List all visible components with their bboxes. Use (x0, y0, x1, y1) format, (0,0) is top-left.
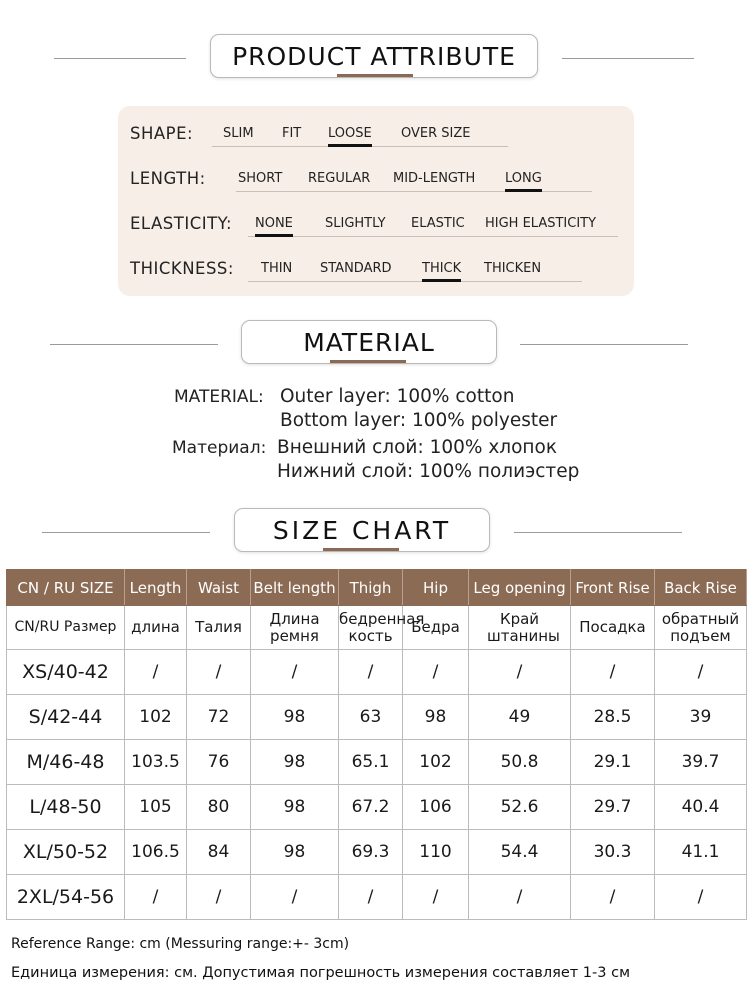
table-cell: 49 (469, 695, 571, 740)
attribute-row-length (130, 165, 630, 195)
attribute-option-selected: THICK (422, 261, 462, 276)
table-cell: 102 (125, 695, 187, 740)
column-header: Hip (403, 570, 469, 606)
attribute-option-selected: NONE (255, 216, 293, 231)
table-cell: 29.7 (571, 785, 655, 830)
attribute-option: REGULAR (308, 171, 371, 186)
table-cell: / (655, 875, 747, 920)
ru-header-cell: длина (125, 606, 187, 650)
table-cell: / (655, 650, 747, 695)
attribute-card (118, 106, 634, 296)
attribute-option: THICKEN (484, 261, 542, 276)
table-cell: 40.4 (655, 785, 747, 830)
table-cell: 103.5 (125, 740, 187, 785)
size-chart-table (6, 569, 747, 920)
column-header: Belt length (251, 570, 339, 606)
header-line-left (54, 58, 186, 59)
table-cell: 98 (251, 785, 339, 830)
table-cell: 65.1 (339, 740, 403, 785)
column-header: Length (125, 570, 187, 606)
table-cell: / (187, 875, 251, 920)
size-cell: M/46-48 (7, 740, 125, 785)
table-cell: 110 (403, 830, 469, 875)
attribute-option: THIN (261, 261, 293, 276)
column-header: CN / RU SIZE (7, 570, 125, 606)
material-outer-ru: Внешний слой: 100% хлопок (277, 437, 558, 458)
column-header: Waist (187, 570, 251, 606)
header-line-right (514, 532, 682, 533)
header-line-right (562, 58, 694, 59)
table-row (7, 650, 747, 695)
ru-header-cell: Талия (187, 606, 251, 650)
table-cell: 30.3 (571, 830, 655, 875)
attribute-option: ELASTIC (411, 216, 465, 231)
table-cell: / (251, 875, 339, 920)
table-cell: 67.2 (339, 785, 403, 830)
attribute-label: THICKNESS: (130, 259, 234, 278)
table-cell: / (187, 650, 251, 695)
ru-header-cell: CN/RU Размер (7, 606, 125, 650)
table-cell: / (125, 875, 187, 920)
material-title: MATERIAL (241, 320, 497, 364)
table-ru-header-row (7, 606, 747, 650)
attribute-option: SHORT (238, 171, 283, 186)
table-row (7, 785, 747, 830)
header-line-left (50, 344, 218, 345)
column-header: Thigh (339, 570, 403, 606)
ru-header-cell: Посадка (571, 606, 655, 650)
material-label-en: MATERIAL: (174, 387, 264, 407)
size-cell: XS/40-42 (7, 650, 125, 695)
attribute-option-selected: LOOSE (328, 126, 372, 141)
table-cell: 41.1 (655, 830, 747, 875)
attribute-option: OVER SIZE (401, 126, 471, 141)
attribute-label: LENGTH: (130, 169, 206, 188)
table-cell: / (339, 875, 403, 920)
table-cell: / (403, 650, 469, 695)
table-cell: 52.6 (469, 785, 571, 830)
table-cell: / (469, 650, 571, 695)
table-cell: 106.5 (125, 830, 187, 875)
attribute-label: ELASTICITY: (130, 214, 233, 233)
table-cell: 63 (339, 695, 403, 740)
size-cell: 2XL/54-56 (7, 875, 125, 920)
column-header: Front Rise (571, 570, 655, 606)
table-cell: 98 (403, 695, 469, 740)
table-cell: / (571, 650, 655, 695)
table-row (7, 830, 747, 875)
header-line-left (42, 532, 210, 533)
ru-header-cell: обратный подъем (655, 606, 747, 650)
table-cell: 98 (251, 695, 339, 740)
column-header: Leg opening (469, 570, 571, 606)
table-cell: 102 (403, 740, 469, 785)
title-underline (337, 74, 413, 77)
table-cell: 80 (187, 785, 251, 830)
table-cell: 84 (187, 830, 251, 875)
table-cell: 54.4 (469, 830, 571, 875)
size-chart-title: SIZE CHART (234, 508, 490, 552)
attribute-option: MID-LENGTH (393, 171, 476, 186)
header-line-right (520, 344, 688, 345)
title-underline (330, 360, 406, 363)
table-header-row (7, 570, 747, 606)
material-header (0, 320, 750, 368)
table-cell: 105 (125, 785, 187, 830)
ru-header-cell: бедренная кость (339, 606, 403, 650)
column-header: Back Rise (655, 570, 747, 606)
attribute-option: SLIM (223, 126, 254, 141)
attribute-option: SLIGHTLY (325, 216, 386, 231)
ru-header-cell: Длина ремня (251, 606, 339, 650)
table-cell: 29.1 (571, 740, 655, 785)
table-cell: / (251, 650, 339, 695)
attribute-option: FIT (282, 126, 302, 141)
table-row (7, 875, 747, 920)
reference-range-ru: Единица измерения: см. Допустимая погрешность измерения составляет 1-3 см (11, 965, 631, 981)
table-cell: / (339, 650, 403, 695)
material-bottom-en: Bottom layer: 100% polyester (280, 410, 558, 431)
size-cell: XL/50-52 (7, 830, 125, 875)
table-cell: / (125, 650, 187, 695)
product-attribute-title: PRODUCT ATTRIBUTE (210, 34, 538, 78)
attribute-label: SHAPE: (130, 124, 194, 143)
table-cell: / (571, 875, 655, 920)
material-bottom-ru: Нижний слой: 100% полиэстер (277, 461, 580, 482)
ru-header-cell: Бедра (403, 606, 469, 650)
attribute-option-selected: LONG (505, 171, 542, 186)
attribute-line (248, 236, 618, 237)
attribute-option: HIGH ELASTICITY (485, 216, 597, 231)
attribute-row-shape (130, 120, 630, 150)
table-cell: 28.5 (571, 695, 655, 740)
table-row (7, 740, 747, 785)
attribute-row-thickness (130, 255, 630, 285)
attribute-option: STANDARD (320, 261, 392, 276)
table-cell: 69.3 (339, 830, 403, 875)
table-cell: 39.7 (655, 740, 747, 785)
size-cell: S/42-44 (7, 695, 125, 740)
table-cell: 72 (187, 695, 251, 740)
material-outer-en: Outer layer: 100% cotton (280, 386, 515, 407)
material-label-ru: Материал: (172, 438, 267, 458)
table-cell: 76 (187, 740, 251, 785)
table-cell: 39 (655, 695, 747, 740)
table-row (7, 695, 747, 740)
table-cell: 98 (251, 830, 339, 875)
table-cell: / (469, 875, 571, 920)
size-chart-header (0, 508, 750, 556)
table-cell: 50.8 (469, 740, 571, 785)
reference-range-en: Reference Range: cm (Messuring range:+- 3cm) (11, 936, 350, 952)
ru-header-cell: Край штанины (469, 606, 571, 650)
size-cell: L/48-50 (7, 785, 125, 830)
title-underline (323, 548, 399, 551)
attribute-line (248, 281, 582, 282)
table-cell: 98 (251, 740, 339, 785)
table-cell: 106 (403, 785, 469, 830)
table-cell: / (403, 875, 469, 920)
product-attribute-header (0, 34, 750, 82)
attribute-row-elasticity (130, 210, 630, 240)
